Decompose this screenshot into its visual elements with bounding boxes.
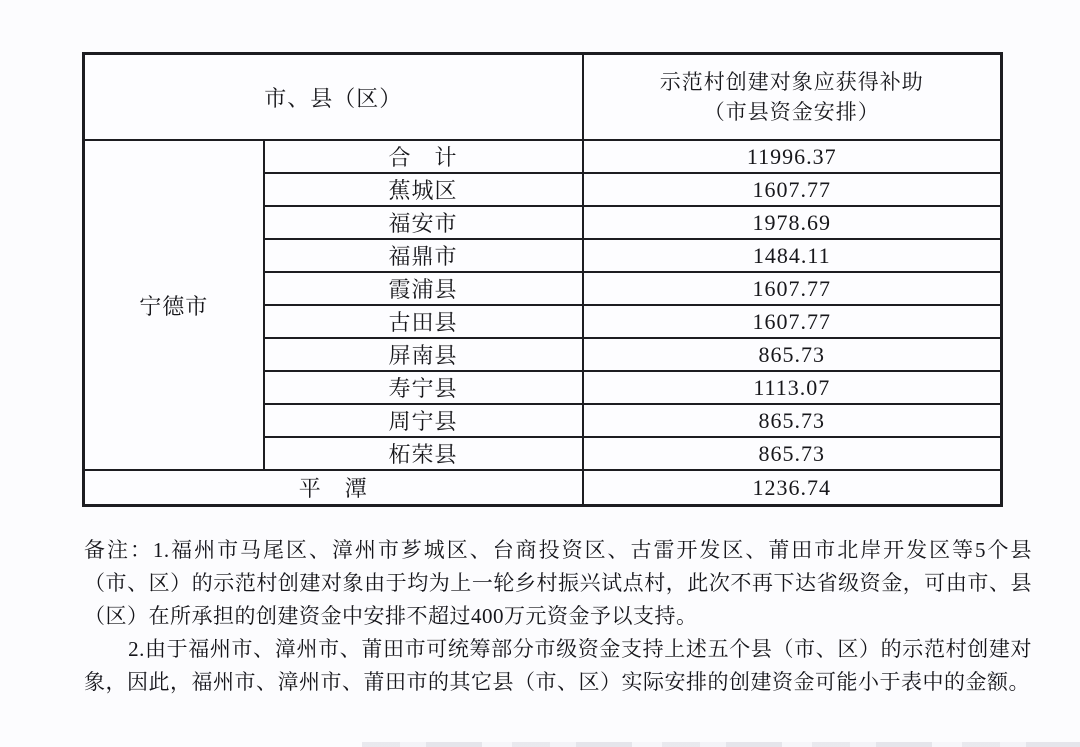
- row-value: 865.73: [583, 338, 1002, 371]
- footnote-1: 备注：1.福州市马尾区、漳州市芗城区、台商投资区、古雷开发区、莆田市北岸开发区等5个县（市、区）的示范村创建对象由于均为上一轮乡村振兴试点村，此次不再下达省级资金，可由市、县（区）在所承担的创建资金中安排不超过400万元资金予以支持。: [84, 538, 1032, 628]
- table-row: [84, 140, 1002, 173]
- row-label: 周宁县: [264, 404, 583, 437]
- table-row-pingtan: [84, 470, 1002, 506]
- pingtan-label: 平 潭: [84, 470, 583, 506]
- row-value: 1978.69: [583, 206, 1002, 239]
- subsidy-allocation-table: [82, 52, 1003, 507]
- table-header-row: [84, 54, 1002, 141]
- row-value: 865.73: [583, 404, 1002, 437]
- row-value: 1607.77: [583, 173, 1002, 206]
- row-label: 福安市: [264, 206, 583, 239]
- row-label: 蕉城区: [264, 173, 583, 206]
- group-label: 宁德市: [139, 293, 209, 319]
- row-label: 柘荣县: [264, 437, 583, 470]
- row-value: 1607.77: [583, 272, 1002, 305]
- row-label: 福鼎市: [264, 239, 583, 272]
- row-value: 1484.11: [583, 239, 1002, 272]
- pingtan-value: 1236.74: [583, 470, 1002, 506]
- header-subsidy-line2: （市县资金安排）: [703, 100, 880, 124]
- row-label: 霞浦县: [264, 272, 583, 305]
- header-region-cell: [84, 54, 583, 141]
- header-subsidy-line1: 示范村创建对象应获得补助: [659, 70, 924, 94]
- row-label: 屏南县: [264, 338, 583, 371]
- row-label: 古田县: [264, 305, 583, 338]
- row-value: 1607.77: [583, 305, 1002, 338]
- row-value: 865.73: [583, 437, 1002, 470]
- group-cell-ningde: [84, 140, 264, 470]
- footnotes: [84, 534, 1032, 699]
- row-label: 寿宁县: [264, 371, 583, 404]
- header-region-label: 市、县（区）: [264, 85, 403, 111]
- row-label: 合 计: [264, 140, 583, 173]
- row-value: 11996.37: [583, 140, 1002, 173]
- scan-edge-artifact: [362, 742, 1080, 747]
- footnote-2: 2.由于福州市、漳州市、莆田市可统筹部分市级资金支持上述五个县（市、区）的示范村创建对象，因此，福州市、漳州市、莆田市的其它县（市、区）实际安排的创建资金可能小于表中的金额。: [84, 637, 1032, 694]
- header-subsidy-cell: [583, 54, 1002, 141]
- row-value: 1113.07: [583, 371, 1002, 404]
